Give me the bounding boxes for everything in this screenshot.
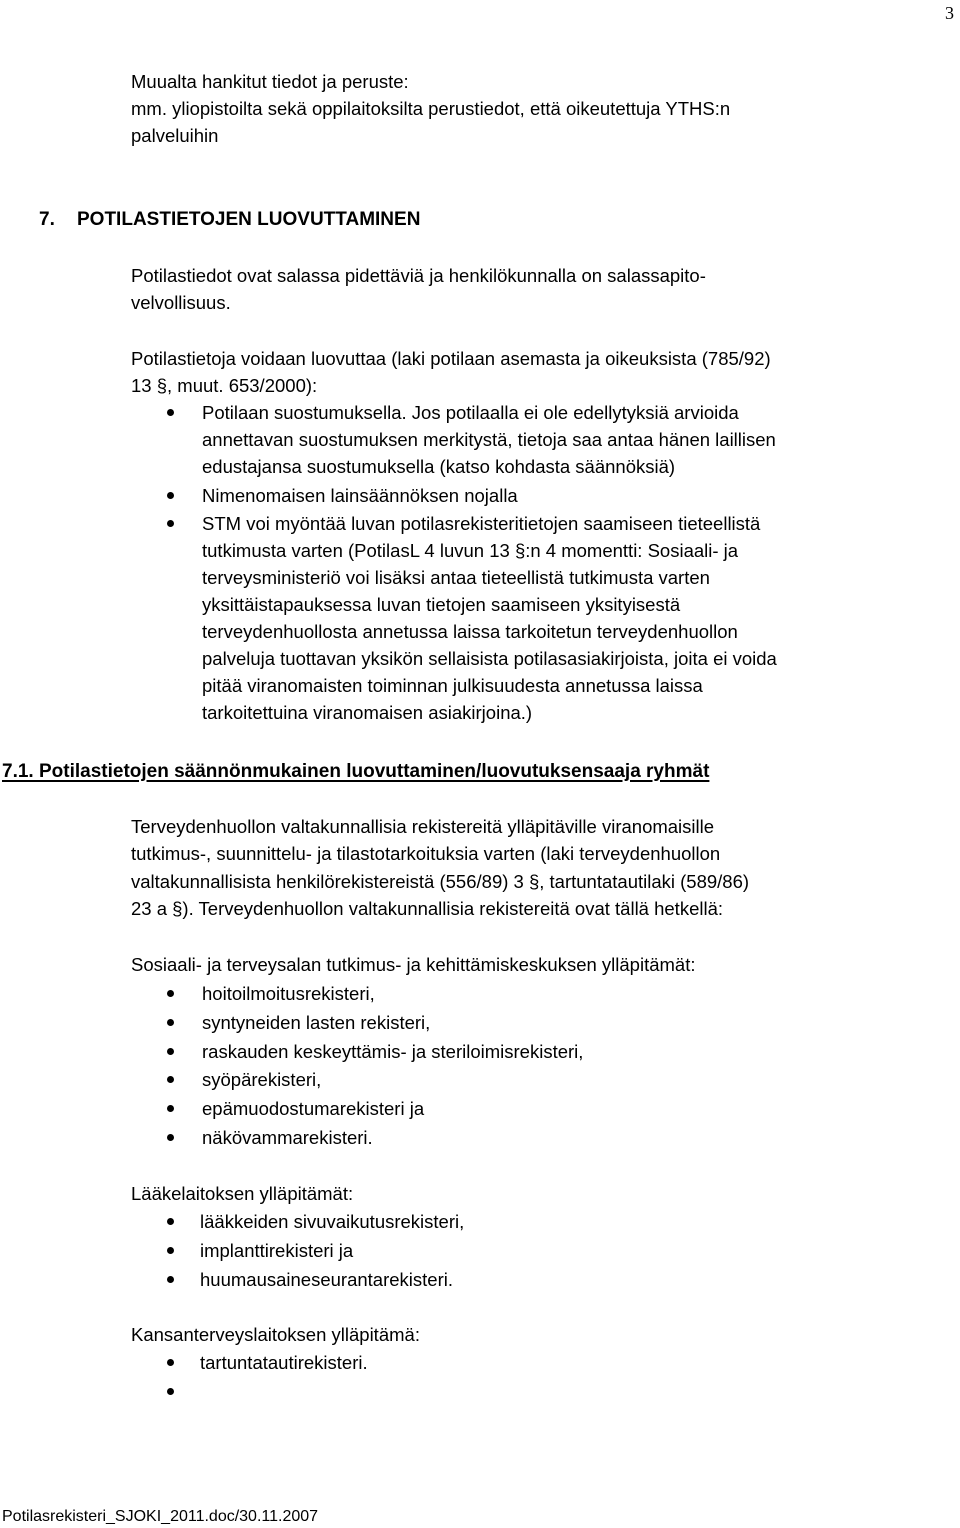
- bullet-marker: [167, 990, 174, 997]
- bullet-marker: [167, 1276, 174, 1283]
- section-7-heading: POTILASTIETOJEN LUOVUTTAMINEN: [77, 209, 421, 230]
- bullet-3-line-8: tarkoitettuina viranomaisen asiakirjoina.): [202, 702, 533, 723]
- laakelaitos-register-item: lääkkeiden sivuvaikutusrekisteri,: [200, 1211, 465, 1232]
- section-7-paragraph-2-line-1: Potilastietoja voidaan luovuttaa (laki potilaan asemasta ja oikeuksista (785/92): [131, 348, 771, 369]
- bullet-3-line-6: palveluja tuottavan yksikön sellaisista potilasasiakirjoista, joita ei voida: [202, 648, 777, 669]
- bullet-1-line-3: edustajansa suostumuksella (katso kohdasta säännöksiä): [202, 456, 676, 477]
- laakelaitos-register-item: implanttirekisteri ja: [200, 1240, 354, 1261]
- bullet-marker: [167, 1388, 174, 1395]
- section-7-1-paragraph-line-3: valtakunnallisista henkilörekistereistä (556/89) 3 §, tartuntatautilaki (589/86): [131, 871, 750, 892]
- stakes-register-item: epämuodostumarekisteri ja: [202, 1098, 425, 1119]
- page-number: 3: [945, 3, 954, 23]
- section-7-1-heading: 7.1. Potilastietojen säännönmukainen luovuttaminen/luovutuksensaaja ryhmät: [2, 761, 710, 782]
- bullet-3-line-7: pitää viranomaisten toiminnan julkisuudesta annetussa laissa: [202, 675, 703, 696]
- laakelaitos-register-item: huumausaineseurantarekisteri.: [200, 1269, 453, 1290]
- section-7-paragraph-2-line-2: 13 §, muut. 653/2000):: [131, 375, 318, 396]
- stakes-register-item: syntyneiden lasten rekisteri,: [202, 1012, 431, 1033]
- bullet-3-line-2: tutkimusta varten (PotilasL 4 luvun 13 §:n 4 momentti: Sosiaali- ja: [202, 540, 739, 561]
- section-7-paragraph-1-line-2: velvollisuus.: [131, 292, 231, 313]
- bullet-marker: [167, 409, 174, 416]
- bullet-3-line-1: STM voi myöntää luvan potilasrekisteritietojen saamiseen tieteellistä: [202, 513, 761, 534]
- section-7-1-paragraph-line-4: 23 a §). Terveydenhuollon valtakunnallisia rekistereitä ovat tällä hetkellä:: [131, 898, 724, 919]
- bullet-marker: [167, 1105, 174, 1112]
- intro-line-1: Muualta hankitut tiedot ja peruste:: [131, 71, 409, 92]
- bullet-marker: [167, 1076, 174, 1083]
- stakes-register-item: raskauden keskeyttämis- ja steriloimisrekisteri,: [202, 1041, 584, 1062]
- bullet-marker: [167, 520, 174, 527]
- stakes-register-item: syöpärekisteri,: [202, 1069, 322, 1090]
- bullet-marker: [167, 1048, 174, 1055]
- intro-line-2: mm. yliopistoilta sekä oppilaitoksilta perustiedot, että oikeutettuja YTHS:n: [131, 98, 731, 119]
- section-7-paragraph-1-line-1: Potilastiedot ovat salassa pidettäviä ja henkilökunnalla on salassapito-: [131, 265, 706, 286]
- bullet-3-line-4: yksittäistapauksessa luvan tietojen saamiseen yksityisestä: [202, 594, 681, 615]
- bullet-marker: [167, 492, 174, 499]
- bullet-3-line-5: terveydenhuollosta annetussa laissa tarkoitetun terveydenhuollon: [202, 621, 738, 642]
- bullet-1-line-2: annettavan suostumuksen merkitystä, tietoja saa antaa hänen laillisen: [202, 429, 776, 450]
- bullet-2-line-1: Nimenomaisen lainsäännöksen nojalla: [202, 485, 518, 506]
- intro-line-3: palveluihin: [131, 125, 219, 146]
- ktl-registers-title: Kansanterveyslaitoksen ylläpitämä:: [131, 1324, 420, 1345]
- bullet-marker: [167, 1247, 174, 1254]
- laakelaitos-registers-title: Lääkelaitoksen ylläpitämät:: [131, 1183, 354, 1204]
- section-7-1-paragraph-line-2: tutkimus-, suunnittelu- ja tilastotarkoituksia varten (laki terveydenhuollon: [131, 843, 721, 864]
- bullet-1-line-1: Potilaan suostumuksella. Jos potilaalla ei ole edellytyksiä arvioida: [202, 402, 739, 423]
- bullet-marker: [167, 1359, 174, 1366]
- footer-filename: Potilasrekisteri_SJOKI_2011.doc/30.11.2007: [2, 1508, 319, 1525]
- bullet-marker: [167, 1019, 174, 1026]
- bullet-marker: [167, 1134, 174, 1141]
- section-7-number: 7.: [39, 209, 55, 230]
- ktl-register-item: tartuntatautirekisteri.: [200, 1352, 368, 1373]
- stakes-register-item: näkövammarekisteri.: [202, 1127, 373, 1148]
- stakes-register-item: hoitoilmoitusrekisteri,: [202, 983, 375, 1004]
- bullet-3-line-3: terveysministeriö voi lisäksi antaa tieteellistä tutkimusta varten: [202, 567, 710, 588]
- stakes-registers-title: Sosiaali- ja terveysalan tutkimus- ja kehittämiskeskuksen ylläpitämät:: [131, 954, 696, 975]
- bullet-marker: [167, 1218, 174, 1225]
- section-7-1-paragraph-line-1: Terveydenhuollon valtakunnallisia rekistereitä ylläpitäville viranomaisille: [131, 816, 715, 837]
